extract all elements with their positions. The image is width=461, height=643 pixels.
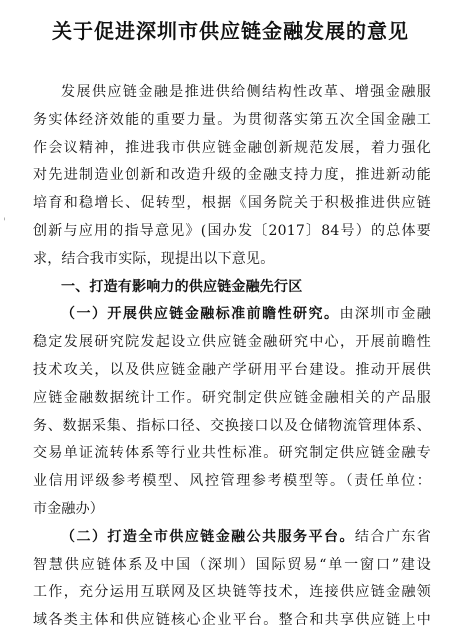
paragraph-line: 务实体经济效能的重要力量。为贯彻落实第五次全国金融工: [33, 111, 431, 128]
item-1-first-line-text: 由深圳市金融: [339, 306, 431, 323]
margin-mark: ': [3, 217, 6, 228]
paragraph-line: 创新与应用的指导意见》(国办发〔2017〕84号）的总体要: [33, 222, 431, 239]
paragraph-line: 作会议精神，推进我市供应链金融创新规范发展，着力强化: [33, 139, 431, 156]
paragraph-line: 培育和稳增长、促转型，根据《国务院关于积极推进供应链: [33, 195, 431, 212]
paragraph-line: 智慧供应链体系及中国（深圳）国际贸易“单一窗口”建设: [33, 556, 431, 573]
section-heading: 一、打造有影响力的供应链金融先行区: [61, 278, 303, 295]
document-title: 关于促进深圳市供应链金融发展的意见: [52, 19, 409, 43]
paragraph-line: 发展供应链金融是推进供给侧结构性改革、增强金融服: [61, 84, 431, 100]
item-1-paragraph: [33, 301, 431, 523]
paragraph-line: 务、数据采集、指标口径、交换接口以及仓储物流管理体系、: [33, 417, 431, 434]
paragraph-line: 求，结合我市实际，现提出以下意见。: [33, 250, 275, 267]
item-2-heading: （二）打造全市供应链金融公共服务平台。: [61, 528, 355, 545]
paragraph-line: 工作，充分运用互联网及区块链等技术，连接供应链金融领: [33, 584, 431, 601]
paragraph-line: 对先进制造业创新和改造升级的金融支持力度，推进新动能: [33, 167, 431, 184]
paragraph-line: 域各类主体和供应链核心企业平台。整合和共享供应链上中: [33, 612, 431, 629]
paragraph-line: [33, 301, 431, 329]
item-2-paragraph: [33, 524, 431, 635]
item-1-heading: （一）开展供应链金融标准前瞻性研究。: [61, 306, 340, 323]
item-2-first-line-text: 结合广东省: [354, 528, 431, 545]
intro-paragraph: [33, 79, 431, 274]
paragraph-line: 业信用评级参考模型、风控管理参考模型等。（责任单位：: [33, 473, 431, 490]
paragraph-line: [33, 524, 431, 552]
document-body: [33, 79, 431, 635]
paragraph-line: 交易单证流转体系等行业共性标准。研究制定供应链金融专: [33, 445, 431, 462]
paragraph-line: 市金融办）: [33, 500, 104, 517]
paragraph-line: 技术攻关，以及供应链金融产学研用平台建设。推动开展供: [33, 361, 431, 378]
paragraph-line: 应链金融数据统计工作。研究制定供应链金融相关的产品服: [33, 389, 431, 406]
paragraph-line: 稳定发展研究院发起设立供应链金融研究中心，开展前瞻性: [33, 334, 431, 351]
